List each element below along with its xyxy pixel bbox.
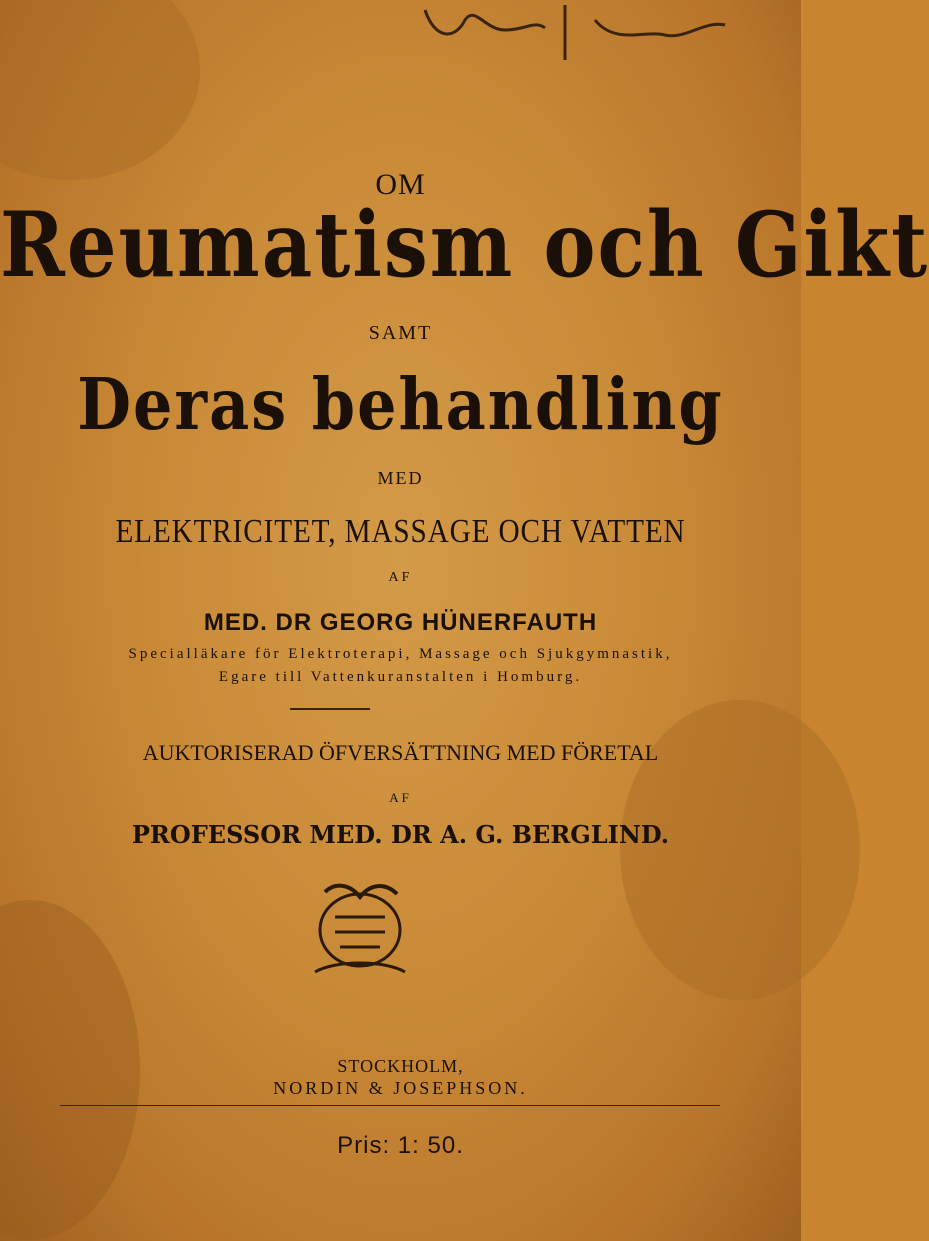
stain [0, 0, 200, 180]
publisher-name: NORDIN & JOSEPHSON. [273, 1078, 528, 1098]
handwritten-mark [415, 0, 735, 70]
bottom-divider [60, 1105, 720, 1106]
publisher-emblem [305, 872, 415, 982]
price: Pris: 1: 50. [337, 1132, 464, 1159]
af-label-2: AF [389, 790, 412, 805]
main-title: Reumatism och Gikt [0, 193, 929, 298]
subtitle: Deras behandling [77, 362, 724, 447]
publisher-city: STOCKHOLM, [337, 1056, 464, 1076]
om-label: OM [375, 168, 426, 201]
translator-name: PROFESSOR MED. DR A. G. BERGLIND. [131, 820, 670, 849]
translation-note: AUKTORISERAD ÖFVERSÄTTNING MED FÖRETAL [142, 740, 659, 765]
samt-label: SAMT [368, 322, 433, 344]
author-specialty: Specialläkare för Elektroterapi, Massage och Sjukgymnastik, [128, 646, 673, 662]
af-label: AF [388, 570, 413, 585]
divider [290, 708, 370, 710]
med-label: MED [377, 468, 424, 488]
author-name: MED. DR GEORG HÜNERFAUTH [203, 609, 598, 636]
methods-heading: ELEKTRICITET, MASSAGE OCH VATTEN [115, 513, 686, 550]
author-affiliation: Egare till Vattenkuranstalten i Homburg. [218, 669, 583, 685]
